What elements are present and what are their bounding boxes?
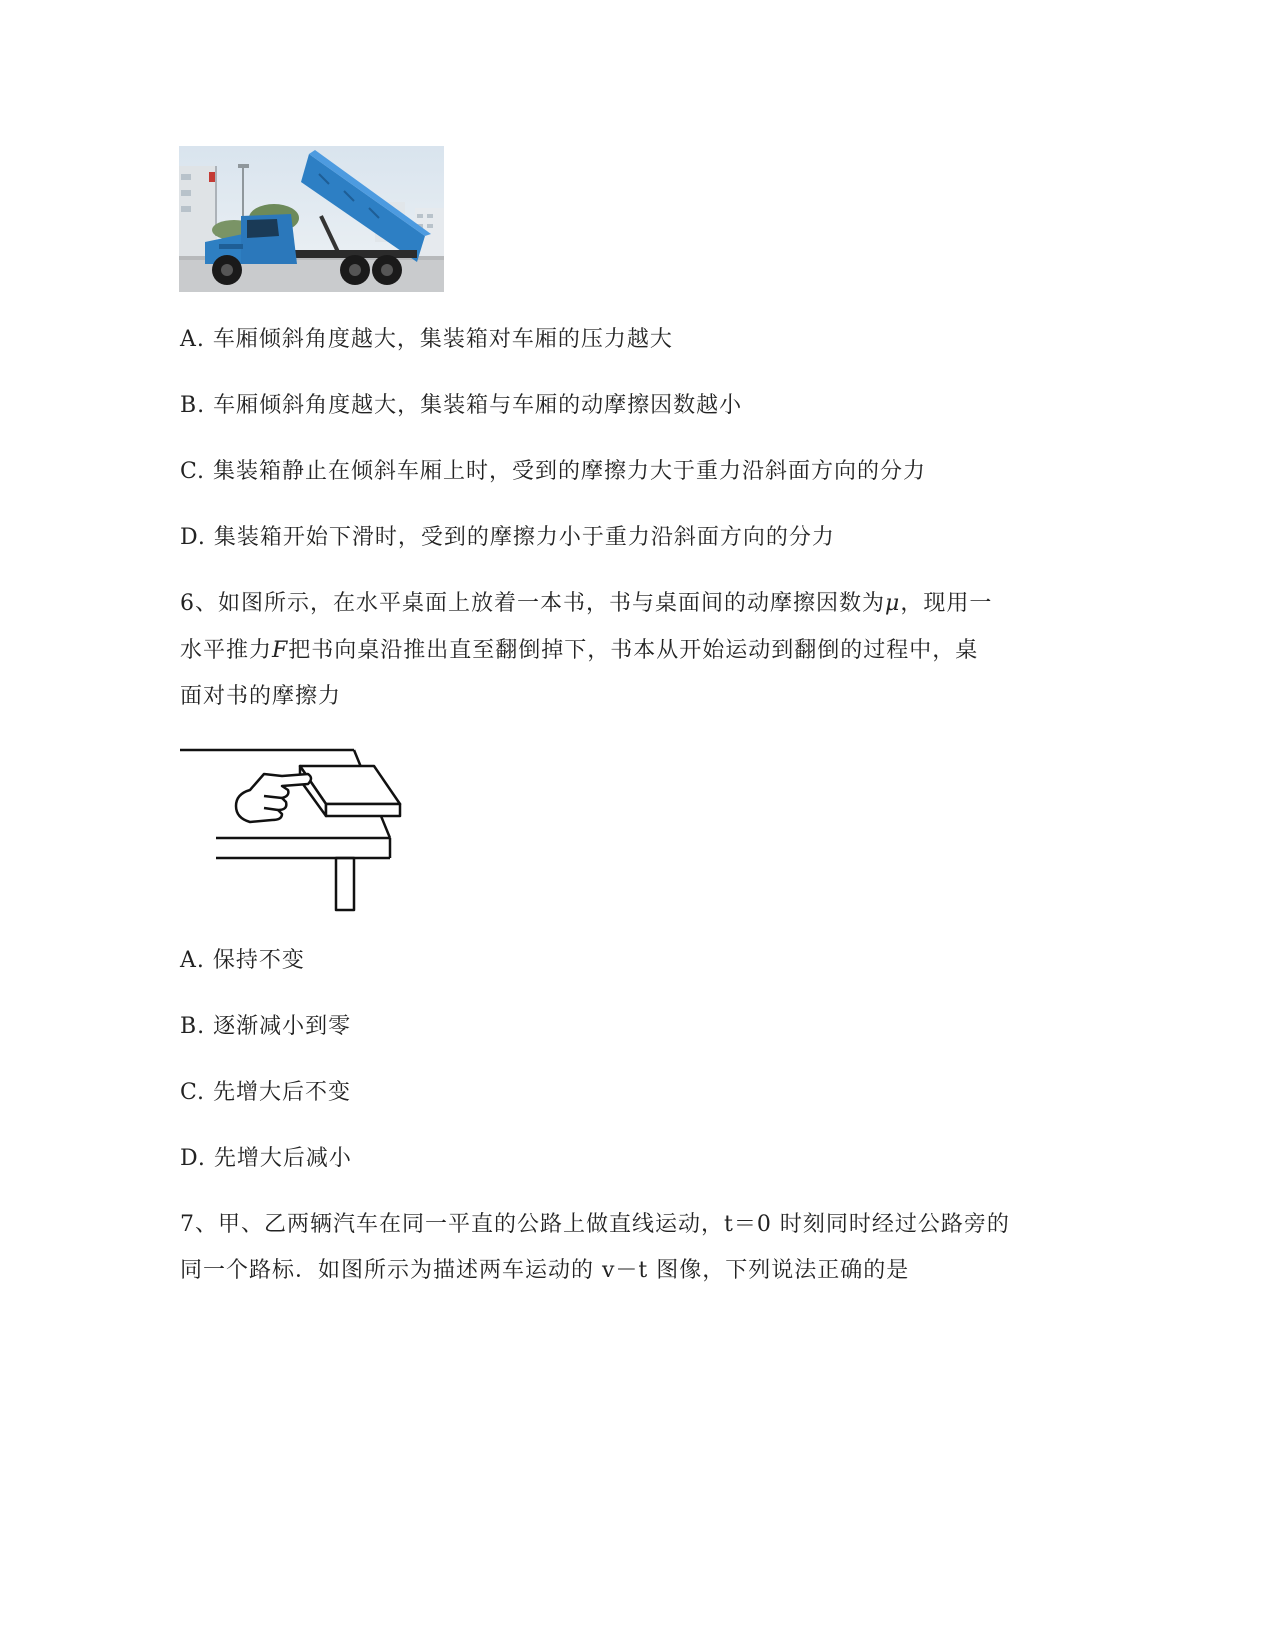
question-6-line-3: 面对书的摩擦力 <box>180 684 342 709</box>
question-7-line-1: 7、甲、乙两辆汽车在同一平直的公路上做直线运动，t＝0 时刻同时经过公路旁的 <box>180 1212 1010 1237</box>
question-6-line-2 <box>180 636 978 666</box>
option-a: A. 车厢倾斜角度越大，集装箱对车厢的压力越大 <box>180 327 673 352</box>
option-d: D. 先增大后减小 <box>180 1146 352 1171</box>
question-6-text: 6、如图所示，在水平桌面上放着一本书，书与桌面间的动摩擦因数为 <box>180 591 885 616</box>
option-a: A. 保持不变 <box>180 948 305 973</box>
dump-truck-image <box>179 146 444 292</box>
option-c: C. 集装箱静止在倾斜车厢上时，受到的摩擦力大于重力沿斜面方向的分力 <box>180 459 927 484</box>
force-symbol: F <box>272 638 289 663</box>
option-b: B. 逐渐减小到零 <box>180 1014 352 1039</box>
question-6-text: ，现用一 <box>900 591 993 616</box>
option-d: D. 集装箱开始下滑时，受到的摩擦力小于重力沿斜面方向的分力 <box>180 525 835 550</box>
question-6-line-1 <box>180 589 992 619</box>
option-b: B. 车厢倾斜角度越大，集装箱与车厢的动摩擦因数越小 <box>180 393 743 418</box>
question-6-text: 把书向桌沿推出直至翻倒掉下，书本从开始运动到翻倒的过程中，桌 <box>288 638 979 663</box>
question-7-line-2: 同一个路标．如图所示为描述两车运动的 v－t 图像，下列说法正确的是 <box>180 1258 910 1283</box>
book-on-table-diagram <box>178 744 408 914</box>
option-c: C. 先增大后不变 <box>180 1080 352 1105</box>
mu-symbol: μ <box>885 591 901 616</box>
question-6-text: 水平推力 <box>180 638 273 663</box>
